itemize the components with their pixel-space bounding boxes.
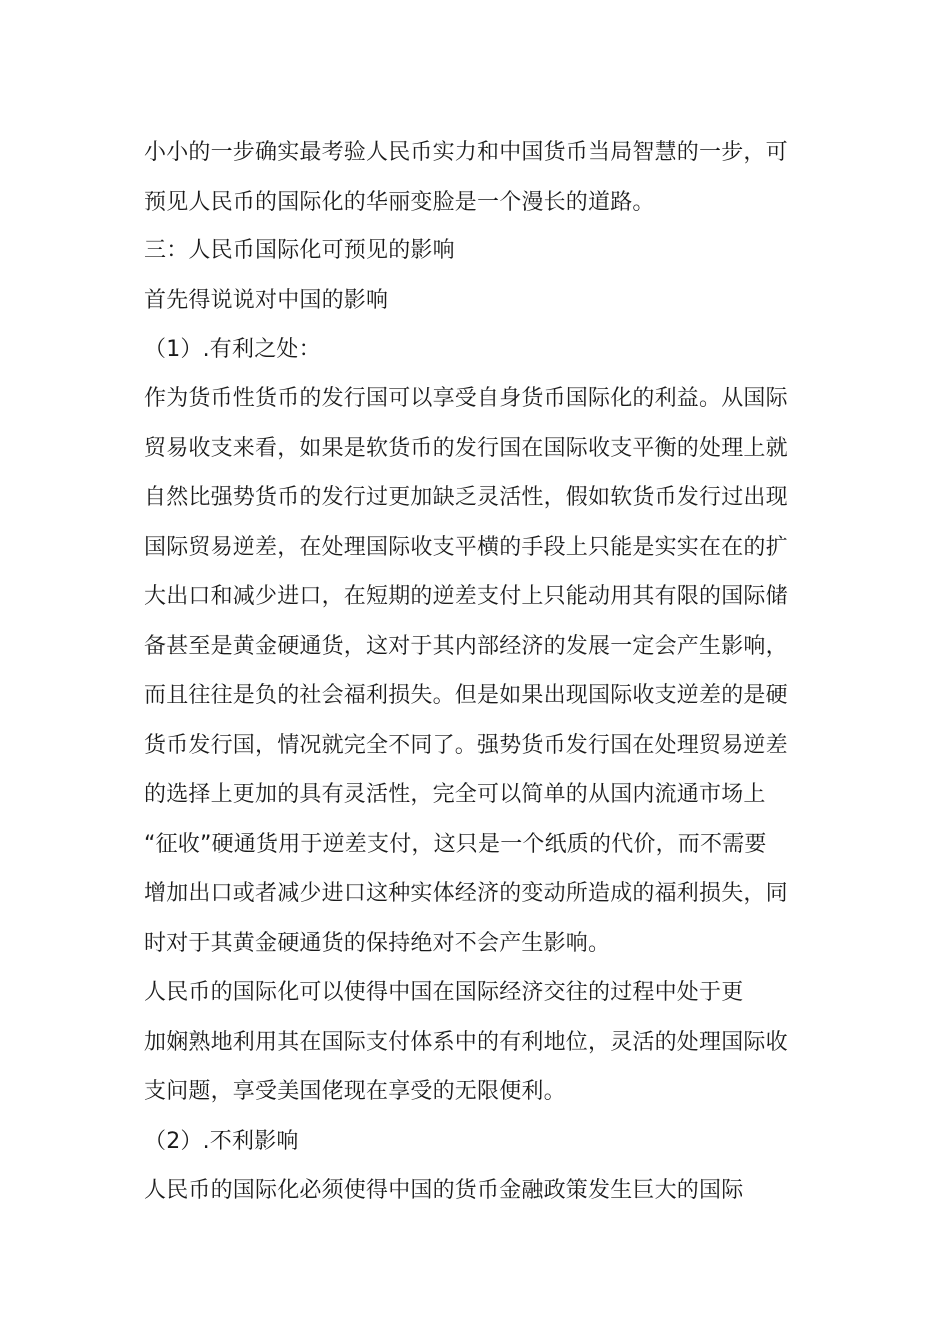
text-line: 备甚至是黄金硬通货，这对于其内部经济的发展一定会产生影响， — [144, 634, 788, 659]
text-line: 小小的一步确实最考验人民币实力和中国货币当局智慧的一步，可 — [144, 140, 788, 165]
text-line: 货币发行国，情况就完全不同了。强势货币发行国在处理贸易逆差 — [144, 733, 788, 758]
text-line: 的选择上更加的具有灵活性，完全可以简单的从国内流通市场上 — [144, 782, 766, 807]
text-line: 人民币的国际化可以使得中国在国际经济交往的过程中处于更 — [144, 980, 744, 1005]
subsection-heading: （2）.不利影响 — [144, 1129, 299, 1154]
text-line: 增加出口或者减少进口这种实体经济的变动所造成的福利损失，同 — [144, 881, 788, 906]
text-line: 自然比强势货币的发行过更加缺乏灵活性，假如软货币发行过出现 — [144, 485, 788, 510]
text-line: 贸易收支来看，如果是软货币的发行国在国际收支平衡的处理上就 — [144, 436, 788, 461]
subsection-heading: 首先得说说对中国的影响 — [144, 288, 389, 313]
text-line: 时对于其黄金硬通货的保持绝对不会产生影响。 — [144, 931, 611, 956]
text-line: 而且往往是负的社会福利损失。但是如果出现国际收支逆差的是硬 — [144, 683, 788, 708]
text-line: “征收”硬通货用于逆差支付，这只是一个纸质的代价，而不需要 — [144, 832, 767, 857]
text-line: 国际贸易逆差，在处理国际收支平横的手段上只能是实实在在的扩 — [144, 535, 788, 560]
section-heading: 三：人民币国际化可预见的影响 — [144, 238, 455, 263]
text-line: 大出口和减少进口，在短期的逆差支付上只能动用其有限的国际储 — [144, 584, 788, 609]
text-line: 作为货币性货币的发行国可以享受自身货币国际化的利益。从国际 — [144, 386, 788, 411]
text-line: 加娴熟地利用其在国际支付体系中的有利地位，灵活的处理国际收 — [144, 1030, 788, 1055]
text-line: 人民币的国际化必须使得中国的货币金融政策发生巨大的国际 — [144, 1178, 744, 1203]
text-line: 预见人民币的国际化的华丽变脸是一个漫长的道路。 — [144, 190, 655, 215]
subsection-heading: （1）.有利之处： — [144, 337, 321, 362]
text-line: 支问题，享受美国佬现在享受的无限便利。 — [144, 1079, 566, 1104]
